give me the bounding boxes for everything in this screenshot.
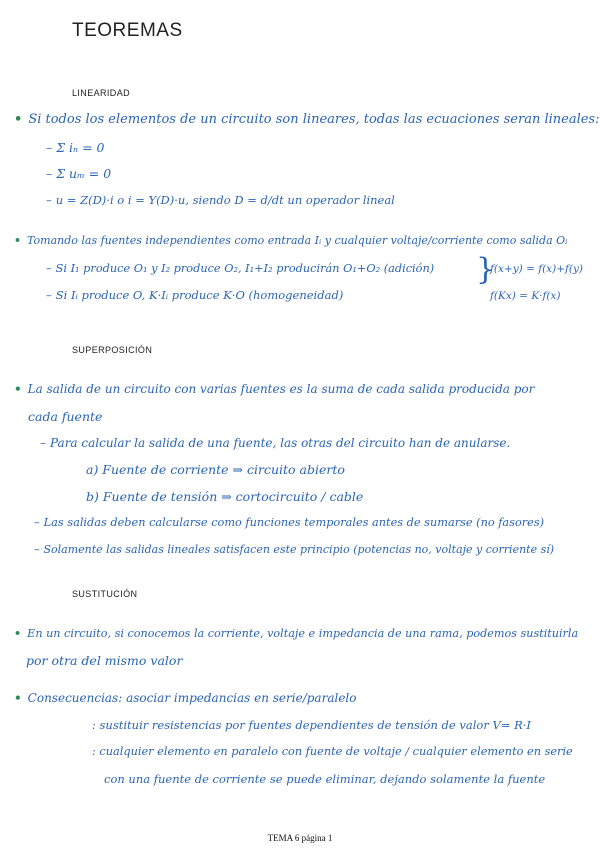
note-line <box>86 489 363 504</box>
note-text: a) Fuente de corriente ⇒ circuito abierto <box>86 462 345 477</box>
bullet-icon: • <box>14 382 22 396</box>
note-line <box>14 382 534 396</box>
note-line: – Σ uₘ = 0 <box>46 166 112 181</box>
note-text: Para calcular la salida de una fuente, las otras del circuito han de anularse. <box>50 436 511 450</box>
note-text: cada fuente <box>28 409 103 424</box>
note-text: La salida de un circuito con varias fuentes es la suma de cada salida producida por <box>27 382 535 396</box>
note-line <box>14 626 578 640</box>
note-line <box>14 691 356 705</box>
bullet-icon: • <box>14 234 22 247</box>
page-title: TEOREMAS <box>72 20 183 41</box>
note-text: En un circuito, si conocemos la corriente, voltaje e impedancia de una rama, podemos sustituirla <box>27 627 579 640</box>
note-line <box>14 112 599 127</box>
note-text: con una fuente de corriente se puede eliminar, dejando solamente la fuente <box>104 772 546 786</box>
note-text: Si I₁ produce O₁ y I₂ produce O₂, I₁+I₂ producirán O₁+O₂ (adición) <box>55 262 435 275</box>
note-line: – Las salidas deben calcularse como funciones temporales antes de sumarse (no fasores) <box>34 516 545 529</box>
note-line: – Para calcular la salida de una fuente, las otras del circuito han de anularse. <box>40 436 511 450</box>
note-text: por otra del mismo valor <box>26 653 183 668</box>
note-line: – Si I₁ produce O₁ y I₂ produce O₂, I₁+I₂ producirán O₁+O₂ (adición) <box>46 262 435 275</box>
note-line: – Σ iₙ = 0 <box>46 140 105 155</box>
note-text: Solamente las salidas lineales satisfacen este principio (potencias no, voltaje y corriente sí) <box>43 543 555 556</box>
page-footer: TEMA 6 página 1 <box>267 833 333 843</box>
note-text: Tomando las fuentes independientes como entrada Iᵢ y cualquier voltaje/corriente como salida Oᵢ <box>27 234 568 247</box>
note-text: : sustituir resistencias por fuentes dependientes de tensión de valor V= R·I <box>92 718 531 732</box>
note-text: Si todos los elementos de un circuito son lineares, todas las ecuaciones seran lineales: <box>28 112 600 127</box>
note-line: – Solamente las salidas lineales satisfacen este principio (potencias no, voltaje y corriente sí) <box>34 543 555 556</box>
brace-icon: } <box>476 252 496 287</box>
note-line: – u = Z(D)·i o i = Y(D)·u, siendo D = d/dt un operador lineal <box>46 193 395 207</box>
bullet-icon: • <box>14 112 23 127</box>
formula-text: f(x+y) = f(x)+f(y) <box>490 263 584 275</box>
note-text: Las salidas deben calcularse como funciones temporales antes de sumarse (no fasores) <box>43 516 545 529</box>
note-line <box>86 462 345 477</box>
note-text: Si Iᵢ produce O, K·Iᵢ produce K·O (homogeneidad) <box>55 288 344 302</box>
bullet-icon: • <box>14 691 22 705</box>
note-text: u = Z(D)·i o i = Y(D)·u, siendo D = d/dt un operador lineal <box>55 193 395 207</box>
note-line <box>104 772 545 786</box>
section-heading-superposicion: SUPERPOSICIÓN <box>72 345 153 355</box>
note-line <box>92 745 573 758</box>
note-text: Σ iₙ = 0 <box>56 140 105 155</box>
note-line <box>14 234 567 247</box>
note-text: Consecuencias: asociar impedancias en serie/paralelo <box>27 691 357 705</box>
formula-text: f(Kx) = K·f(x) <box>490 290 561 302</box>
bullet-icon: • <box>14 626 22 640</box>
section-heading-sustitucion: SUSTITUCIÓN <box>72 589 138 599</box>
note-line: – Si Iᵢ produce O, K·Iᵢ produce K·O (homogeneidad) <box>46 288 344 302</box>
note-text: : cualquier elemento en paralelo con fuente de voltaje / cualquier elemento en serie <box>92 745 573 758</box>
note-line <box>26 653 182 668</box>
note-line <box>28 409 102 424</box>
note-text: Σ uₘ = 0 <box>56 166 112 181</box>
note-text: b) Fuente de tensión ⇒ cortocircuito / cable <box>86 489 364 504</box>
note-line <box>92 718 531 732</box>
section-heading-linearidad: LINEARIDAD <box>72 88 131 98</box>
